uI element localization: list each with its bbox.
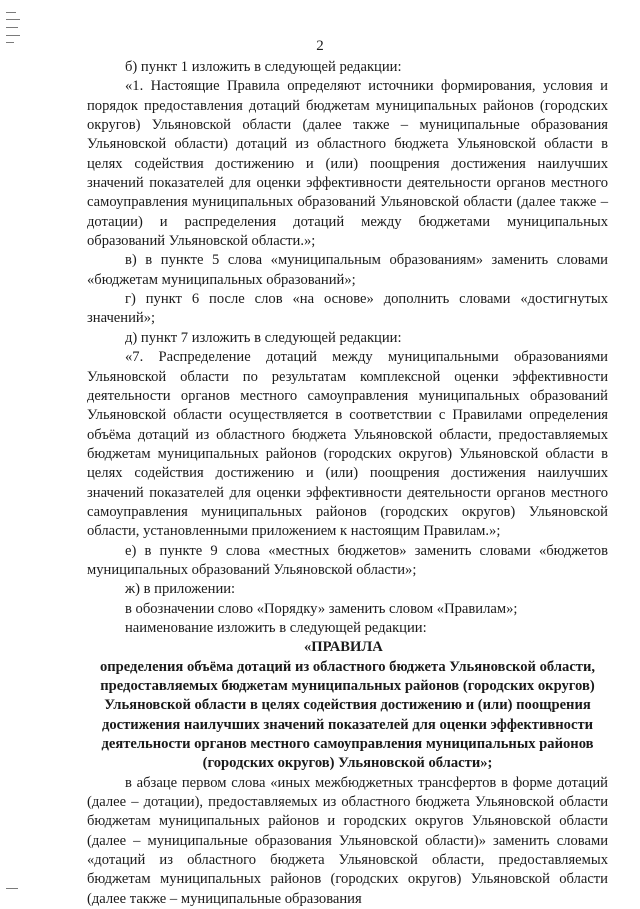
margin-mark <box>6 888 18 889</box>
paragraph: в обозначении слово «Порядку» заменить словом «Правилам»; <box>125 600 518 617</box>
rules-title-body: определения объёма дотаций из областного бюджета Ульяновской области, предоставляемых бюджетам муниципальных районов (городских округов) Ульяновской области в целях содействия достижению и (или) поощрения достижения наилучших значений показателей для оценки эффективности деятельности органов местного самоуправления муниципальных районов (городских округов) Ульяновской области»; <box>99 658 596 772</box>
paragraph: г) пункт 6 после слов «на основе» дополнить словами «достигнутых значений»; <box>87 291 608 327</box>
paragraph: наименование изложить в следующей редакции: <box>125 619 427 636</box>
margin-mark <box>6 35 20 36</box>
page-number: 2 <box>316 38 324 54</box>
paragraph: д) пункт 7 изложить в следующей редакции: <box>125 329 402 346</box>
document-body <box>87 58 608 909</box>
paragraph: в) в пункте 5 слова «муниципальным образованиям» заменить словами «бюджетам муниципальных образований»; <box>87 252 608 288</box>
paragraph: ж) в приложении: <box>125 581 236 598</box>
margin-mark <box>6 27 18 28</box>
paragraph: в абзаце первом слова «иных межбюджетных трансфертов в форме дотаций (далее – дотации), предоставляемых из областного бюджета Ульяновской области бюджетам муниципальных районов и городских округов Ульяновской области (далее – муниципальные образования Ульяновской области)» заменить словами «дотаций из областного бюджета Ульяновской области, предоставляемых бюджетам муниципальных районов (городских округов) Ульяновской области (далее также – муниципальные образования <box>87 774 608 907</box>
margin-mark <box>6 12 16 13</box>
margin-mark <box>6 19 20 20</box>
paragraph: е) в пункте 9 слова «местных бюджетов» заменить словами «бюджетов муниципальных образований Ульяновской области»; <box>87 542 608 578</box>
paragraph: б) пункт 1 изложить в следующей редакции: <box>125 59 402 75</box>
paragraph: «1. Настоящие Правила определяют источники формирования, условия и порядок предоставления дотаций бюджетам муниципальных районов (городских округов) Ульяновской области (далее также – муниципальные образования Ульяновской области) дотаций из областного бюджета Ульяновской области в целях содействия достижению и (или) поощрения достижения наилучших значений показателей для оценки эффективности деятельности органов местного самоуправления муниципальных образований Ульяновской области (далее также – дотации) и распределения дотаций между бюджетами муниципальных образований Ульяновской области.»; <box>87 78 608 250</box>
rules-title-heading: «ПРАВИЛА <box>304 639 383 656</box>
paragraph: «7. Распределение дотаций между муниципальными образованиями Ульяновской области по результатам комплексной оценки эффективности деятельности органов местного самоуправления муниципальных образований Ульяновской области осуществляется в соответствии с Правилами определения объёма дотаций из областного бюджета Ульяновской области, предоставляемых бюджетам муниципальных районов (городских округов) Ульяновской области в целях содействия достижению и (или) поощрения достижения наилучших значений показателей для оценки эффективности деятельности органов местного самоуправления муниципальных районов (городских округов) Ульяновской области, установленными приложением к настоящим Правилам.»; <box>87 349 608 540</box>
